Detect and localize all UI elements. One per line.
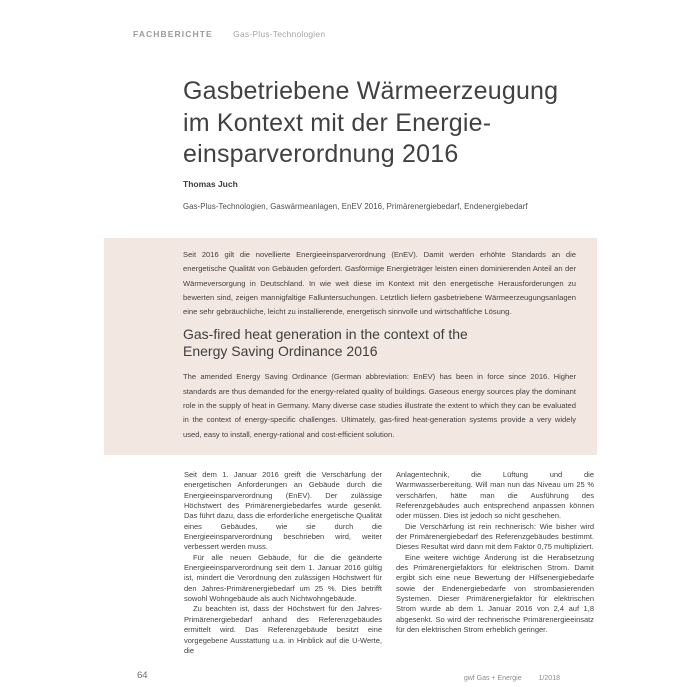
body-paragraph: Seit dem 1. Januar 2016 greift die Verschärfung der energetischen Anforderungen an Gebäude durch die Energieeinsparverordnung (EnEV). Der zulässige Höchstwert des Primärenergiebedarfes wurde gesenkt. Das führt dazu, dass die erforderliche energetische Qualität eines Gebäudes, wie sie durch die Energieeinsparverordnung beschrieben wird, weiter verbessert werden muss. [184, 470, 382, 552]
abstract-box [104, 238, 597, 455]
article-title-line-1: Gasbetriebene Wärmeerzeugung [183, 77, 559, 105]
body-paragraph: Eine weitere wichtige Änderung ist die Herabsetzung des Primärenergiefaktors für elektrischen Strom. Damit ergibt sich eine neue Bewertung der Hilfsenergiebedarfe sowie der Endenergiebedarfe von strombasierenden Systemen. Dieser Primärenergiefaktor für elektrischen Strom wurde ab dem 1. Januar 2016 von 2,4 auf 1,8 abgesenkt. So wird der rechnerische Primärenergieeinsatz für den elektrischen Strom erheblich geringer. [396, 552, 594, 635]
article-body [184, 470, 594, 656]
body-column-left [184, 470, 382, 656]
abstract-german: Seit 2016 gilt die novellierte Energieeinsparverordnung (EnEV). Damit werden erhöhte Standards an die energetische Qualität von Gebäuden gefordert. Gasförmige Energieträger leisten einen dominierenden Anteil an der Wärmeversorgung in Deutschland. In wie weit diese im Kontext mit den energetische Herausforderungen zu bewerten sind, zeigen mannigfaltige Falluntersuchungen. Letztlich liefern gasbetriebene Wärmeerzeugungsanlagen eine sehr gebräuchliche, leicht zu installierende, energetisch sinnvolle und wirtschaftliche Lösung. [183, 250, 576, 317]
body-paragraph: Die Verschärfung ist rein rechnerisch: Wie bisher wird der Primärenergiebedarf des Referenzgebäudes bestimmt. Dieses Resultat wird dann mit dem Faktor 0,75 multipliziert. [396, 521, 594, 552]
article-title-line-3: einsparverordnung 2016 [183, 140, 459, 168]
page-number: 64 [137, 670, 148, 681]
body-paragraph: Für alle neuen Gebäude, für die die geänderte Energieeinsparverordnung seit dem 1. Januar 2016 gültig ist, mindert die Verordnung den zulässigen Höchstwert für den Jahres-Primärenergiebedarf um 25 %. Dies betrifft sowohl Wohngebäude als auch Nichtwohngebäude. [184, 552, 382, 604]
body-column-right [396, 470, 594, 656]
section-topic: Gas-Plus-Technologien [233, 29, 326, 39]
page-header [133, 29, 325, 39]
journal-name: gwf Gas + Energie [463, 675, 522, 682]
article-title-line-2: im Kontext mit der Energie- [183, 108, 492, 137]
body-paragraph: Zu beachten ist, dass der Höchstwert für den Jahres-Primärenergiebedarf anhand des Referenzgebäudes ermittelt wird. Das Referenzgebäude besitzt eine vorgegebene Ausstattung u.a. in Hinblick auf die U-Werte, die [184, 604, 382, 655]
body-paragraph: Anlagentechnik, die Lüftung und die Warmwasserbereitung. Will man nun das Niveau um 25 % verschärfen, hätte man die Ausführung des Referenzgebäudes auch entsprechend anpassen können oder müssen. Dies ist jedoch so nicht geschehen. [396, 470, 594, 521]
keywords-line: Gas-Plus-Technologien, Gaswärmeanlagen, EnEV 2016, Primärenergiebedarf, Endenergiebedarf [183, 202, 528, 211]
title-english-line-2: Energy Saving Ordinance 2016 [183, 343, 378, 360]
journal-footer [464, 675, 560, 682]
author-name: Thomas Juch [183, 179, 238, 189]
title-english-line-1: Gas-fired heat generation in the context of the [183, 326, 468, 343]
abstract-english: The amended Energy Saving Ordinance (German abbreviation: EnEV) has been in force since 2016. Higher standards are thus demanded for the energy-related quality of buildings. Gaseous energy sources play the dominant role in the supply of heat in Germany. Many diverse case studies illustrate the extent to which they can be evaluated in the context of energy-specific challenges. Ultimately, gas-fired heat-generation systems provide a very widely used, easy to install, energy-rational and cost-efficient solution. [183, 372, 576, 439]
section-label: FACHBERICHTE [133, 29, 213, 39]
article-title [183, 76, 603, 171]
title-english [183, 326, 576, 360]
issue-number: 1/2018 [538, 675, 560, 682]
